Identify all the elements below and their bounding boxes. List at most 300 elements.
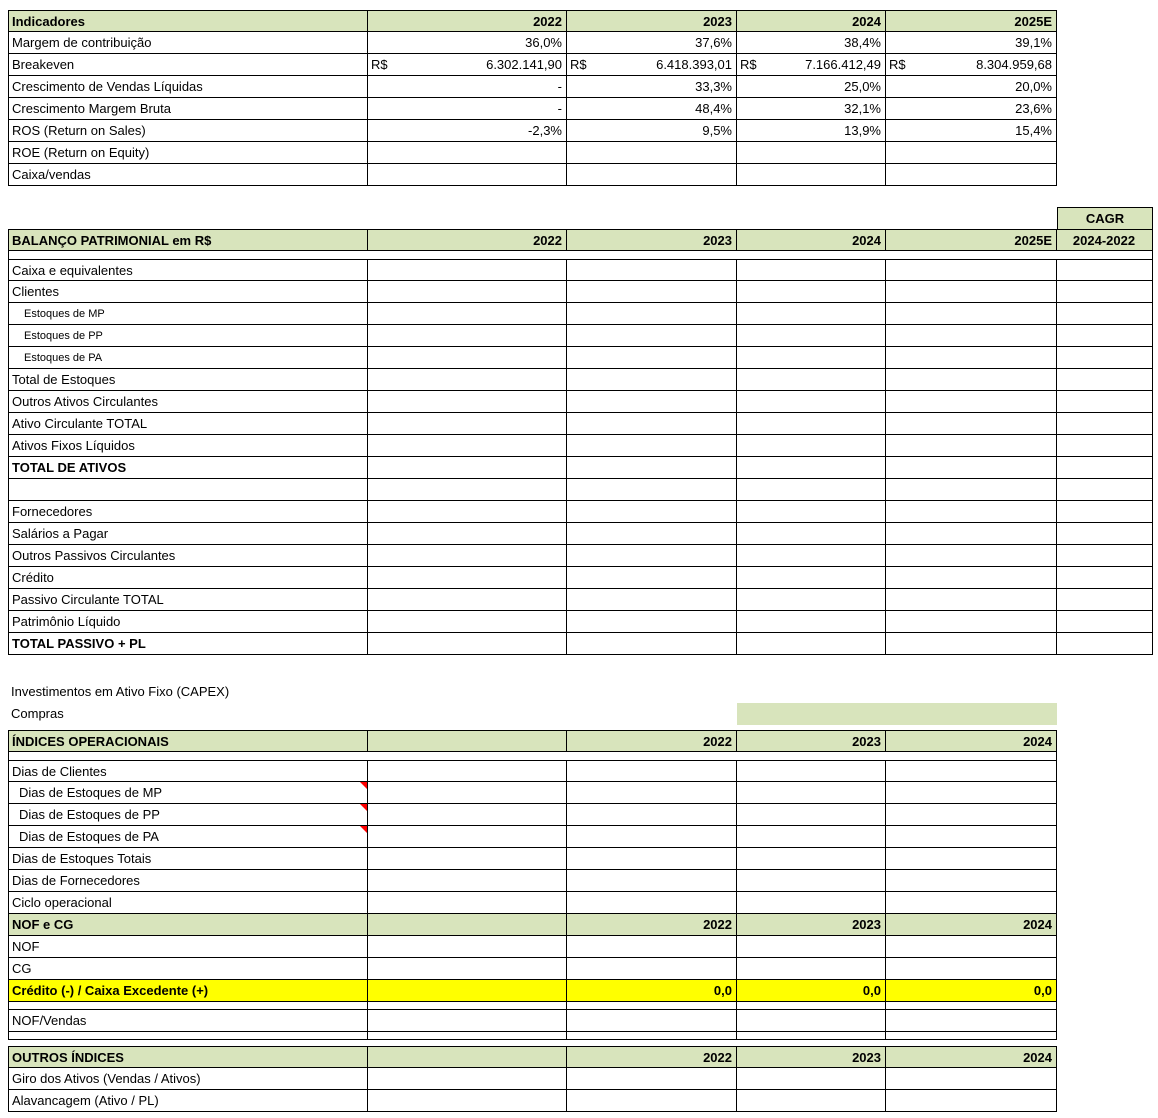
empty-cell[interactable] [886, 164, 1057, 186]
value-cell[interactable]: 23,6% [886, 98, 1057, 120]
empty-cell[interactable] [886, 347, 1057, 369]
empty-cell[interactable] [567, 892, 737, 914]
empty-cell[interactable] [567, 281, 737, 303]
row-label[interactable]: Crédito (-) / Caixa Excedente (+) [8, 980, 368, 1002]
empty-cell[interactable] [567, 501, 737, 523]
comment-indicator-icon [360, 826, 367, 833]
empty-cell[interactable] [567, 523, 737, 545]
spacer [8, 207, 1057, 229]
empty-cell[interactable] [737, 782, 886, 804]
table-row-nof [8, 936, 1158, 958]
row-label[interactable]: ROS (Return on Sales) [8, 120, 368, 142]
empty-cell[interactable] [567, 804, 737, 826]
empty-cell[interactable] [567, 1068, 737, 1090]
empty-cell[interactable] [368, 611, 567, 633]
row-label[interactable]: Patrimônio Líquido [8, 611, 368, 633]
empty-cell[interactable] [368, 545, 567, 567]
empty-cell[interactable] [368, 457, 567, 479]
empty-cell[interactable] [886, 523, 1057, 545]
value-cell[interactable]: 36,0% [368, 32, 567, 54]
empty-cell[interactable] [368, 1090, 567, 1112]
value-cell[interactable]: 37,6% [567, 32, 737, 54]
table-row-dias-fornecedores [8, 870, 1158, 892]
row-label[interactable]: Fornecedores [8, 501, 368, 523]
empty-cell[interactable] [1057, 589, 1153, 611]
indicadores-title[interactable]: Indicadores [8, 10, 368, 32]
row-label[interactable]: Estoques de PA [8, 347, 368, 369]
empty-cell[interactable] [886, 435, 1057, 457]
empty-cell[interactable] [1057, 347, 1153, 369]
empty-cell[interactable] [737, 164, 886, 186]
empty-cell[interactable] [1057, 457, 1153, 479]
empty-cell[interactable] [886, 281, 1057, 303]
row-label[interactable]: Breakeven [8, 54, 368, 76]
row-label[interactable]: Dias de Clientes [8, 760, 368, 782]
outros-year-2023[interactable]: 2023 [737, 1046, 886, 1068]
empty-cell[interactable] [737, 142, 886, 164]
empty-cell[interactable] [1057, 259, 1153, 281]
compras-row [8, 703, 1158, 725]
table-row-estoques-pa [8, 347, 1158, 369]
table-row-total-estoques [8, 369, 1158, 391]
empty-cell[interactable] [8, 1002, 368, 1010]
row-label[interactable]: Crescimento de Vendas Líquidas [8, 76, 368, 98]
table-row-cg [8, 958, 1158, 980]
empty-cell[interactable] [886, 848, 1057, 870]
empty-cell[interactable] [737, 633, 886, 655]
empty-cell[interactable] [368, 1032, 567, 1040]
empty-cell[interactable] [1057, 369, 1153, 391]
nof-year-2022[interactable]: 2022 [567, 914, 737, 936]
empty-cell[interactable] [368, 435, 567, 457]
indices-operacionais-table [8, 730, 1158, 1040]
currency-symbol: R$ [570, 57, 587, 72]
balanco-year-2023[interactable]: 2023 [567, 229, 737, 251]
empty-cell[interactable] [737, 501, 886, 523]
indicadores-year-2022[interactable]: 2022 [368, 10, 567, 32]
empty-cell[interactable] [567, 303, 737, 325]
empty-cell[interactable] [567, 589, 737, 611]
empty-cell[interactable] [567, 826, 737, 848]
row-label[interactable]: Ativos Fixos Líquidos [8, 435, 368, 457]
row-label[interactable]: Dias de Estoques Totais [8, 848, 368, 870]
empty-cell[interactable] [368, 391, 567, 413]
empty-cell[interactable] [368, 826, 567, 848]
value-cell[interactable]: 25,0% [737, 76, 886, 98]
row-label[interactable]: Total de Estoques [8, 369, 368, 391]
empty-cell[interactable] [737, 958, 886, 980]
value-cell[interactable]: 15,4% [886, 120, 1057, 142]
empty-cell[interactable] [368, 760, 567, 782]
spacer [8, 752, 1057, 760]
nof-year-2024[interactable]: 2024 [886, 914, 1057, 936]
outros-indices-title[interactable]: OUTROS ÍNDICES [8, 1046, 368, 1068]
empty-cell[interactable] [368, 1010, 567, 1032]
currency-amount: 6.302.141,90 [486, 57, 562, 72]
table-row-outros-ativos [8, 391, 1158, 413]
empty-cell[interactable] [1057, 633, 1153, 655]
empty-cell[interactable] [886, 1090, 1057, 1112]
table-row-crescimento-vendas [8, 76, 1158, 98]
empty-cell[interactable] [368, 589, 567, 611]
empty-cell[interactable] [368, 303, 567, 325]
table-row-estoques-pp [8, 325, 1158, 347]
empty-cell[interactable] [567, 347, 737, 369]
value-cell[interactable]: 13,9% [737, 120, 886, 142]
table-row-caixa-vendas [8, 164, 1158, 186]
currency-symbol: R$ [889, 57, 906, 72]
empty-cell[interactable] [886, 567, 1057, 589]
compras-label[interactable]: Compras [11, 706, 64, 721]
spacer-row [8, 752, 1158, 760]
empty-cell[interactable] [567, 1010, 737, 1032]
indices-year-2023[interactable]: 2023 [737, 730, 886, 752]
empty-cell[interactable] [886, 142, 1057, 164]
value-cell[interactable]: 9,5% [567, 120, 737, 142]
thin-spacer-row [8, 1032, 1158, 1040]
indices-year-2024[interactable]: 2024 [886, 730, 1057, 752]
empty-cell[interactable] [368, 501, 567, 523]
empty-cell[interactable] [737, 523, 886, 545]
empty-cell[interactable] [567, 760, 737, 782]
empty-cell[interactable] [737, 1010, 886, 1032]
empty-cell[interactable] [737, 435, 886, 457]
empty-cell[interactable] [368, 325, 567, 347]
empty-cell[interactable] [886, 479, 1057, 501]
empty-cell[interactable] [737, 457, 886, 479]
value-cell[interactable] [886, 54, 1057, 76]
empty-cell[interactable] [567, 958, 737, 980]
empty-cell[interactable] [567, 369, 737, 391]
row-label[interactable]: Caixa e equivalentes [8, 259, 368, 281]
indicadores-table [8, 10, 1158, 186]
value-cell[interactable]: 0,0 [567, 980, 737, 1002]
row-label[interactable]: Ciclo operacional [8, 892, 368, 914]
empty-cell[interactable] [886, 369, 1057, 391]
empty-cell[interactable] [567, 936, 737, 958]
empty-cell[interactable] [737, 281, 886, 303]
empty-cell[interactable] [737, 870, 886, 892]
empty-cell[interactable] [368, 567, 567, 589]
table-row-outros-passivos [8, 545, 1158, 567]
row-label[interactable]: TOTAL PASSIVO + PL [8, 633, 368, 655]
empty-cell[interactable] [886, 936, 1057, 958]
empty-cell[interactable] [886, 303, 1057, 325]
empty-cell[interactable] [567, 457, 737, 479]
empty-cell[interactable] [886, 259, 1057, 281]
empty-cell[interactable] [737, 589, 886, 611]
indices-operacionais-header-row [8, 730, 1158, 752]
empty-cell[interactable] [368, 892, 567, 914]
row-label[interactable]: Dias de Estoques de PP [8, 804, 368, 826]
table-row-margem-contribuicao [8, 32, 1158, 54]
row-label[interactable]: Alavancagem (Ativo / PL) [8, 1090, 368, 1112]
empty-cell[interactable] [737, 1032, 886, 1040]
empty-cell[interactable] [368, 1068, 567, 1090]
empty-cell[interactable] [886, 501, 1057, 523]
balanco-table [8, 229, 1158, 655]
outros-indices-table [8, 1046, 1158, 1112]
comment-indicator-icon [360, 782, 367, 789]
empty-cell[interactable] [886, 1002, 1057, 1010]
row-label[interactable]: Crédito [8, 567, 368, 589]
empty-cell[interactable] [737, 892, 886, 914]
empty-cell[interactable] [886, 633, 1057, 655]
row-label[interactable]: Passivo Circulante TOTAL [8, 589, 368, 611]
row-label[interactable]: Dias de Fornecedores [8, 870, 368, 892]
balanco-year-2022[interactable]: 2022 [368, 229, 567, 251]
empty-cell[interactable] [737, 391, 886, 413]
empty-cell[interactable] [737, 826, 886, 848]
outros-year-2024[interactable]: 2024 [886, 1046, 1057, 1068]
empty-cell[interactable] [737, 303, 886, 325]
empty-cell[interactable] [567, 1090, 737, 1112]
empty-cell[interactable] [567, 391, 737, 413]
empty-cell[interactable] [1057, 391, 1153, 413]
currency-amount: 6.418.393,01 [656, 57, 732, 72]
empty-cell[interactable] [886, 958, 1057, 980]
indicadores-year-2024[interactable]: 2024 [737, 10, 886, 32]
empty-cell[interactable] [737, 369, 886, 391]
empty-cell[interactable] [886, 413, 1057, 435]
empty-cell[interactable] [567, 633, 737, 655]
table-row-dias-estoques-totais [8, 848, 1158, 870]
empty-cell[interactable] [368, 259, 567, 281]
table-row-caixa-equivalentes [8, 259, 1158, 281]
row-label[interactable]: Crescimento Margem Bruta [8, 98, 368, 120]
value-cell[interactable] [737, 54, 886, 76]
table-row-dias-estoques-mp [8, 782, 1158, 804]
table-row-fornecedores [8, 501, 1158, 523]
table-row-ativo-circulante-total [8, 413, 1158, 435]
value-cell[interactable]: 0,0 [886, 980, 1057, 1002]
table-row-blank [8, 479, 1158, 501]
row-label[interactable]: ROE (Return on Equity) [8, 142, 368, 164]
empty-cell[interactable] [368, 804, 567, 826]
value-cell[interactable]: 39,1% [886, 32, 1057, 54]
row-label[interactable]: Giro dos Ativos (Vendas / Ativos) [8, 1068, 368, 1090]
row-label[interactable]: NOF/Vendas [8, 1010, 368, 1032]
empty-cell[interactable] [567, 325, 737, 347]
table-row-total-passivo-pl [8, 633, 1158, 655]
empty-cell[interactable] [886, 1068, 1057, 1090]
empty-cell[interactable] [737, 413, 886, 435]
empty-cell[interactable] [567, 1032, 737, 1040]
empty-cell[interactable] [886, 1010, 1057, 1032]
value-cell[interactable]: 38,4% [737, 32, 886, 54]
credito-caixa-excedente-row [8, 980, 1158, 1002]
empty-cell[interactable] [886, 804, 1057, 826]
header-cell-empty[interactable] [368, 914, 567, 936]
value-cell[interactable]: - [368, 98, 567, 120]
empty-cell[interactable] [886, 826, 1057, 848]
empty-cell[interactable] [368, 936, 567, 958]
value-cell[interactable]: - [368, 76, 567, 98]
table-row-estoques-mp [8, 303, 1158, 325]
table-row-breakeven [8, 54, 1158, 76]
capex-label[interactable]: Investimentos em Ativo Fixo (CAPEX) [11, 684, 230, 699]
empty-cell[interactable] [1057, 281, 1153, 303]
row-label[interactable]: CG [8, 958, 368, 980]
value-cell[interactable]: 48,4% [567, 98, 737, 120]
empty-cell[interactable] [886, 870, 1057, 892]
row-label[interactable]: Margem de contribuição [8, 32, 368, 54]
empty-cell[interactable] [1057, 413, 1153, 435]
empty-cell[interactable] [368, 523, 567, 545]
table-row-crescimento-margem [8, 98, 1158, 120]
empty-cell[interactable] [886, 760, 1057, 782]
empty-cell[interactable] [368, 958, 567, 980]
empty-cell[interactable] [567, 848, 737, 870]
empty-cell[interactable] [567, 782, 737, 804]
empty-cell[interactable] [368, 633, 567, 655]
currency-amount: 7.166.412,49 [805, 57, 881, 72]
empty-cell[interactable] [567, 435, 737, 457]
empty-cell[interactable] [737, 1068, 886, 1090]
balanco-year-2025e[interactable]: 2025E [886, 229, 1057, 251]
row-label[interactable]: Clientes [8, 281, 368, 303]
row-label[interactable]: Dias de Estoques de PA [8, 826, 368, 848]
empty-cell[interactable] [737, 1090, 886, 1112]
empty-cell[interactable] [886, 457, 1057, 479]
table-row-ciclo-operacional [8, 892, 1158, 914]
empty-cell[interactable] [886, 782, 1057, 804]
indices-year-2022[interactable]: 2022 [567, 730, 737, 752]
empty-cell[interactable] [567, 870, 737, 892]
row-label[interactable]: Outros Ativos Circulantes [8, 391, 368, 413]
empty-cell[interactable] [886, 892, 1057, 914]
header-cell-empty[interactable] [368, 1046, 567, 1068]
indicadores-year-2025e[interactable]: 2025E [886, 10, 1057, 32]
row-label[interactable]: NOF [8, 936, 368, 958]
row-label[interactable]: TOTAL DE ATIVOS [8, 457, 368, 479]
empty-cell[interactable] [368, 347, 567, 369]
value-cell[interactable]: 20,0% [886, 76, 1057, 98]
empty-cell[interactable] [368, 413, 567, 435]
empty-cell[interactable] [368, 980, 567, 1002]
empty-cell[interactable] [1057, 567, 1153, 589]
empty-cell[interactable] [737, 347, 886, 369]
empty-cell[interactable] [368, 848, 567, 870]
row-label[interactable]: Salários a Pagar [8, 523, 368, 545]
empty-cell[interactable] [368, 142, 567, 164]
row-label[interactable]: Estoques de PP [8, 325, 368, 347]
empty-cell[interactable] [567, 142, 737, 164]
indices-operacionais-title[interactable]: ÍNDICES OPERACIONAIS [8, 730, 368, 752]
outros-indices-header-row [8, 1046, 1158, 1068]
empty-cell[interactable] [368, 369, 567, 391]
currency-symbol: R$ [740, 57, 757, 72]
row-label[interactable]: Dias de Estoques de MP [8, 782, 368, 804]
empty-cell[interactable] [1057, 523, 1153, 545]
compras-highlight-cell[interactable] [737, 703, 1057, 725]
balanco-year-2024[interactable]: 2024 [737, 229, 886, 251]
currency-amount: 8.304.959,68 [976, 57, 1052, 72]
empty-cell[interactable] [737, 760, 886, 782]
row-label[interactable]: Caixa/vendas [8, 164, 368, 186]
table-row-alavancagem [8, 1090, 1158, 1112]
row-label[interactable]: Outros Passivos Circulantes [8, 545, 368, 567]
empty-cell[interactable] [1057, 479, 1153, 501]
nof-cg-header-row [8, 914, 1158, 936]
empty-cell[interactable] [737, 611, 886, 633]
empty-cell[interactable] [368, 1002, 567, 1010]
empty-cell[interactable] [737, 479, 886, 501]
empty-cell[interactable] [567, 567, 737, 589]
balanco-title[interactable]: BALANÇO PATRIMONIAL em R$ [8, 229, 368, 251]
empty-cell[interactable] [368, 479, 567, 501]
empty-cell[interactable] [737, 936, 886, 958]
empty-cell[interactable] [886, 391, 1057, 413]
empty-cell[interactable] [567, 479, 737, 501]
spacer [8, 251, 1153, 259]
value-cell[interactable]: -2,3% [368, 120, 567, 142]
row-label[interactable] [8, 479, 368, 501]
empty-cell[interactable] [886, 325, 1057, 347]
empty-cell[interactable] [368, 281, 567, 303]
nof-cg-title[interactable]: NOF e CG [8, 914, 368, 936]
table-row-giro-ativos [8, 1068, 1158, 1090]
empty-cell[interactable] [567, 545, 737, 567]
comment-indicator-icon [360, 804, 367, 811]
value-cell[interactable]: 0,0 [737, 980, 886, 1002]
empty-cell[interactable] [737, 567, 886, 589]
empty-cell[interactable] [886, 545, 1057, 567]
empty-cell[interactable] [1057, 303, 1153, 325]
indicadores-year-2023[interactable]: 2023 [567, 10, 737, 32]
value-cell[interactable] [368, 54, 567, 76]
row-label[interactable]: Ativo Circulante TOTAL [8, 413, 368, 435]
empty-cell[interactable] [886, 589, 1057, 611]
empty-cell[interactable] [737, 804, 886, 826]
value-cell[interactable] [567, 54, 737, 76]
empty-cell[interactable] [368, 164, 567, 186]
thin-spacer-row [8, 1002, 1158, 1010]
table-row-salarios [8, 523, 1158, 545]
cagr-title-cell[interactable]: CAGR [1057, 207, 1153, 229]
empty-cell[interactable] [8, 1032, 368, 1040]
empty-cell[interactable] [567, 611, 737, 633]
value-cell[interactable]: 33,3% [567, 76, 737, 98]
value-cell[interactable]: 32,1% [737, 98, 886, 120]
empty-cell[interactable] [886, 611, 1057, 633]
header-cell-empty[interactable] [368, 730, 567, 752]
cagr-range-header[interactable]: 2024-2022 [1057, 229, 1153, 251]
empty-cell[interactable] [886, 1032, 1057, 1040]
empty-cell[interactable] [567, 1002, 737, 1010]
empty-cell[interactable] [567, 259, 737, 281]
empty-cell[interactable] [737, 545, 886, 567]
empty-cell[interactable] [737, 325, 886, 347]
empty-cell[interactable] [737, 1002, 886, 1010]
empty-cell[interactable] [1057, 325, 1153, 347]
empty-cell[interactable] [1057, 501, 1153, 523]
empty-cell[interactable] [1057, 545, 1153, 567]
table-row-dias-clientes [8, 760, 1158, 782]
empty-cell[interactable] [368, 782, 567, 804]
empty-cell[interactable] [737, 259, 886, 281]
empty-cell[interactable] [368, 870, 567, 892]
table-row-clientes [8, 281, 1158, 303]
outros-year-2022[interactable]: 2022 [567, 1046, 737, 1068]
empty-cell[interactable] [737, 848, 886, 870]
row-label[interactable]: Estoques de MP [8, 303, 368, 325]
empty-cell[interactable] [1057, 435, 1153, 457]
empty-cell[interactable] [567, 164, 737, 186]
nof-year-2023[interactable]: 2023 [737, 914, 886, 936]
empty-cell[interactable] [1057, 611, 1153, 633]
empty-cell[interactable] [567, 413, 737, 435]
